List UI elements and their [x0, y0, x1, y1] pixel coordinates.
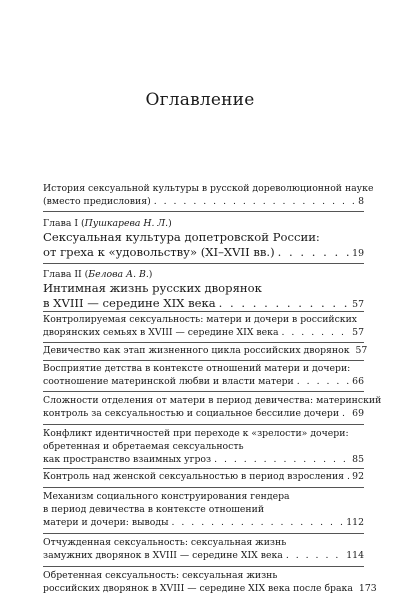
- entry-line: обретенная и обретаемая сексуальность: [43, 441, 244, 452]
- toc-section[interactable]: [43, 569, 377, 595]
- page-number: 66: [352, 376, 364, 387]
- toc-section[interactable]: [43, 536, 364, 562]
- leader-dots: [281, 326, 349, 339]
- entry-line: как пространство взаимных угроз: [43, 454, 212, 465]
- toc-section[interactable]: [43, 313, 364, 339]
- entry-line: российских дворянок в XVIII — середине XIX века после брака: [43, 583, 353, 594]
- toc-section[interactable]: [43, 470, 364, 483]
- entry-line: Отчужденная сексуальность: сексуальная жизнь: [43, 537, 287, 548]
- chapter-label: Глава II: [43, 269, 82, 280]
- divider: [43, 211, 364, 212]
- page-number: 57: [352, 299, 364, 310]
- entry-line: матери и дочери: выводы: [43, 517, 169, 528]
- entry-line: Контролируемая сексуальность: матери и дочери в российских: [43, 314, 358, 325]
- chapter-title: Сексуальная культура допетровской России:: [43, 230, 320, 244]
- leader-dots: [171, 516, 343, 529]
- page-number: 85: [352, 454, 364, 465]
- divider: [43, 391, 364, 392]
- toc-section[interactable]: [43, 394, 382, 420]
- leader-dots: [297, 375, 349, 388]
- entry-line: замужних дворянок в XVIII — середине XIX века: [43, 550, 283, 561]
- page-title: Оглавление: [145, 90, 255, 110]
- chapter-title: от греха к «удовольству» (XI–XVII вв.): [43, 245, 275, 259]
- toc-chapter-1[interactable]: Глава I (Пушкарева Н. Л.) Сексуальная культура допетровской России: от греха к «удовольству» (XI–XVII вв.) . . . 19: [43, 217, 364, 261]
- divider: [43, 424, 364, 425]
- entry-line: Девичество как этап жизненного цикла российских дворянок: [43, 345, 350, 356]
- page-number: 19: [352, 248, 364, 259]
- leader-dots: [214, 453, 349, 466]
- toc-section[interactable]: [43, 427, 364, 466]
- leader-dots: [154, 195, 355, 208]
- leader-dots: [342, 407, 349, 420]
- divider: [43, 360, 364, 361]
- entry-line: дворянских семьях в XVIII — середине XIX века: [43, 327, 279, 338]
- entry-line: Конфликт идентичностей при переходе к «зрелости» дочери:: [43, 428, 349, 439]
- divider: [43, 533, 364, 534]
- divider: [43, 468, 364, 469]
- page-number: 92: [352, 471, 364, 482]
- toc-section[interactable]: [43, 344, 368, 357]
- leader-dots: [347, 470, 349, 483]
- page-number: 57: [352, 327, 364, 338]
- leader-dots: [278, 245, 350, 260]
- chapter-author: Белова А. В.: [88, 269, 149, 280]
- entry-line: соотношение материнской любви и власти матери: [43, 376, 294, 387]
- page-number: 69: [352, 408, 364, 419]
- entry-line: История сексуальной культуры в русской дореволюционной науке: [43, 183, 374, 194]
- toc-section[interactable]: [43, 490, 364, 529]
- entry-line: Контроль над женской сексуальностью в период взросления: [43, 471, 345, 482]
- toc-entry-intro[interactable]: [43, 182, 374, 208]
- entry-line: Восприятие детства в контексте отношений матери и дочери:: [43, 363, 351, 374]
- divider: [43, 311, 364, 312]
- toc-section[interactable]: [43, 362, 364, 388]
- chapter-label: Глава I: [43, 218, 79, 229]
- page-number: 112: [346, 517, 364, 528]
- divider: [43, 566, 364, 567]
- page-number: 8: [358, 196, 364, 207]
- chapter-title: Интимная жизнь русских дворянок: [43, 281, 262, 295]
- page-number: 173: [358, 583, 377, 594]
- divider: [43, 342, 364, 343]
- divider: [43, 487, 364, 488]
- chapter-author: Пушкарева Н. Л.: [84, 218, 169, 229]
- divider: [43, 263, 364, 264]
- leader-dots: [286, 549, 343, 562]
- page-number: 57: [355, 345, 368, 356]
- entry-line: Обретенная сексуальность: сексуальная жизнь: [43, 570, 278, 581]
- entry-line: (вместо предисловия): [43, 196, 151, 207]
- leader-dots: [219, 296, 350, 311]
- toc-chapter-2[interactable]: Глава II (Белова А. В.) Интимная жизнь русских дворянок в XVIII — середине XIX века . . . 57: [43, 268, 364, 312]
- entry-line: Механизм социального конструирования гендера: [43, 491, 290, 502]
- page-number: 114: [346, 550, 364, 561]
- entry-line: в период девичества в контексте отношений: [43, 504, 265, 515]
- entry-line: Сложности отделения от матери в период девичества: материнский: [43, 395, 382, 406]
- chapter-title: в XVIII — середине XIX века: [43, 296, 216, 310]
- entry-line: контроль за сексуальностью и социальное бессилие дочери: [43, 408, 340, 419]
